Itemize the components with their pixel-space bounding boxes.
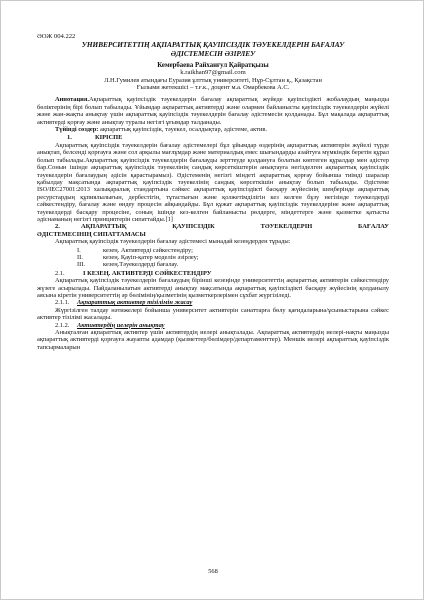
section-2-heading — [37, 223, 389, 230]
abstract-text: Ақпараттық қауіпсіздік тәуекелдерін бағалау ақпараттық жүйеде қауіпсіздікті жобалаудың маңызды бөліктерінің бірі болып табылады. Ұйымдар ақпараттық активтерді және олармен байланысты қауіпсіздік тәуекелдерін жүйелі және жан-жақты анықтау үшін ақпараттық қауіпсіздік тәуекелдерін бағалау әдістемесін қолданады. Бұл мақалада ақпараттық активтерді қорғау және анықтау туралы негізгі ұғымдар талданады. — [37, 96, 389, 126]
abstract — [37, 96, 389, 126]
section-2-1-paragraph: Ақпараттық қауіпсіздік тәуекелдерін бағалаудың бірінші кезеңінде университеттің ақпараттық активтерін сәйкестендіру жүзеге асырылады. Пайдаланылатын активтерді анықтау мақсатында ақпараттық қауіпсіздікті басқару жүйесінің қолданылу аясына кіретін университеттің әр бөлімінің/қызметінің қызметкерлерімен сұхбат жүргізіледі. — [37, 277, 389, 299]
stage-text: кезең. Қауіп-қатер моделін әзірлеу; — [103, 253, 199, 261]
list-item — [77, 254, 389, 261]
section-1-paragraph: Ақпараттық қауіпсіздік тәуекелдерін бағалау әдістемелері бұл ұйымдар өздерінің ақпараттық активтерін жүйелі түрде анықтап, белсенді қорғауға және сол арқылы мағлұмдар және материалдық емес шығындарды азайтуға мүмкіндік беретін құрал болып табылады.Ақпараттық қауіпсіздік тәуекелдерін бағалауды зерттеуде қолдануға болатын көптеген құралдар мен әдістер бар.Сонын ішінде ақпараттық қауіпсіздік тәуекелінің сандық көрсеткіштерін анықтауға негізделген ақпараттық қауіпсіздік тәуекелдерін бағалаудың әдісін қарастырамыз). Әдістеменің негізгі міндеті ақпараттық қорғау бойынша тиімді шаралар қабылдау мақсатында ақпараттық қауіпсіздік тәуекелінің сандық көрсеткішін анықтау болып табылады. Әдістеме ISO/IEC27001:2013 халықаралық стандартына сәйкес ақпараттық қауіпсіздікті басқару жүйесінің шеңберінде ақпараттық ресурстардың құпиялылығын, дербестігін, тұтастығын және қолжетімділігін кез келген бұзу негізінде тәуекелдерді сәйкестендіру, бағалау және өндеу процесін айқындайды. Бұл құжат ақпараттық қауіпсіздік тәуекелдеріне және ақпараттық тәуекелдерді басқару процесіне, соның ішінде кез-келген байланысты рөлдерге, міндеттерге және қызметке қатысты әдіснаманың негізгі принциптерін сипаттайды.[1] — [37, 141, 389, 223]
section-2-1-1-number: 2.1.1. — [55, 299, 70, 307]
section-2-1-1-title: Ақпараттық активтер тізілімін жасау — [77, 299, 193, 307]
stage-number: II. — [77, 253, 83, 261]
section-2-title-a: АҚПАРАТТЫҚ ҚАУІПСІЗДІК ТӘУЕКЕЛДЕРІН БАҒАЛАУ — [81, 223, 389, 231]
stage-text: кезең.Тәуекелдерді бағалау. — [103, 261, 179, 269]
keywords-label: Түйінді сөздер: — [55, 126, 99, 134]
article-title-line-2: ӘДІСТЕМЕСІН ӘЗІРЛЕУ — [170, 48, 256, 58]
author-name: Кемербаева Райханғул Қайратқызы — [157, 61, 269, 69]
section-2-1-2-heading — [37, 322, 389, 329]
page-content — [37, 33, 389, 351]
abstract-label: Аннотация. — [55, 96, 89, 104]
section-2-1-1-paragraph: Жүргізілген талдау нәтижелері бойынша университет активтерін санаттарға бөлу қағидаларына/ұсыныстарына сәйкес активтер тізілімі жасалады. — [37, 306, 389, 322]
section-1-title: КІРІСПЕ — [95, 134, 123, 142]
stage-text: кезең. Активтерді сәйкестендіру; — [103, 246, 193, 254]
section-2-1-2-title: Активтердің иелерін анықтау — [77, 321, 165, 329]
section-2-title-b: ӘДІСТЕМЕСІНІҢ СИПАТТАМАСЫ — [37, 230, 146, 238]
stage-number: III. — [77, 261, 85, 269]
section-1-number: 1. — [67, 134, 72, 142]
section-2-1-2-number: 2.1.2. — [55, 321, 70, 329]
keywords — [37, 126, 389, 133]
section-2-1-2-paragraph: Анықталған ақпараттық активтер үшін активтердің иелері анықталады. Ақпараттық активтердің иелері-нақты маңызды ақпараттық активтерді қорғауға жауапты адамдар (қызметтер/бөлімдер/департаменттер). Меншік иелері ақпараттық қауіпсіздік тапсырмаларын — [37, 329, 389, 351]
article-title-line-1: УНИВЕРСИТЕТТІҢ АҚПАРАТТЫҚ ҚАУІПСІЗДІК ТӘУЕКЕЛДЕРІН БАҒАЛАУ — [81, 40, 345, 50]
supervisor-line: Ғылыми жетекшісі – т.ғ.к., доцент м.а. Омарбекова А.С. — [136, 84, 290, 92]
section-2-1-title: І КЕЗЕҢ. АКТИВТЕРДІ СӘЙКЕСТЕНДІРУ — [83, 269, 212, 277]
section-2-number: 2. — [55, 223, 60, 231]
author-affiliation: Л.Н.Гумилев атындағы Еуразия ұлттық университеті, Нұр-Сұлтан қ., Қазақстан — [104, 76, 322, 84]
section-2-paragraph: Ақпараттық қауіпсіздік тәуекелдерін бағалау әдістемесі мынадай кезеңдерден тұрады: — [55, 238, 291, 246]
list-item — [77, 261, 389, 268]
author-email: k.raikhan97@gmail.com — [180, 69, 246, 77]
section-2-1-number: 2.1. — [55, 269, 65, 277]
section-2-1-1-heading — [37, 299, 389, 306]
keywords-text: ақпараттық қауіпсіздік, тәуекел, осалдықтар, әдістеме, актив. — [98, 126, 267, 134]
list-item — [77, 247, 389, 254]
stages-list — [37, 247, 389, 269]
section-2-1-heading — [37, 270, 389, 277]
section-1-heading — [37, 134, 389, 141]
stage-number: I. — [77, 246, 81, 254]
page-number: 568 — [208, 568, 218, 575]
udc-code: ӘОЖ 004.222 — [37, 33, 76, 40]
